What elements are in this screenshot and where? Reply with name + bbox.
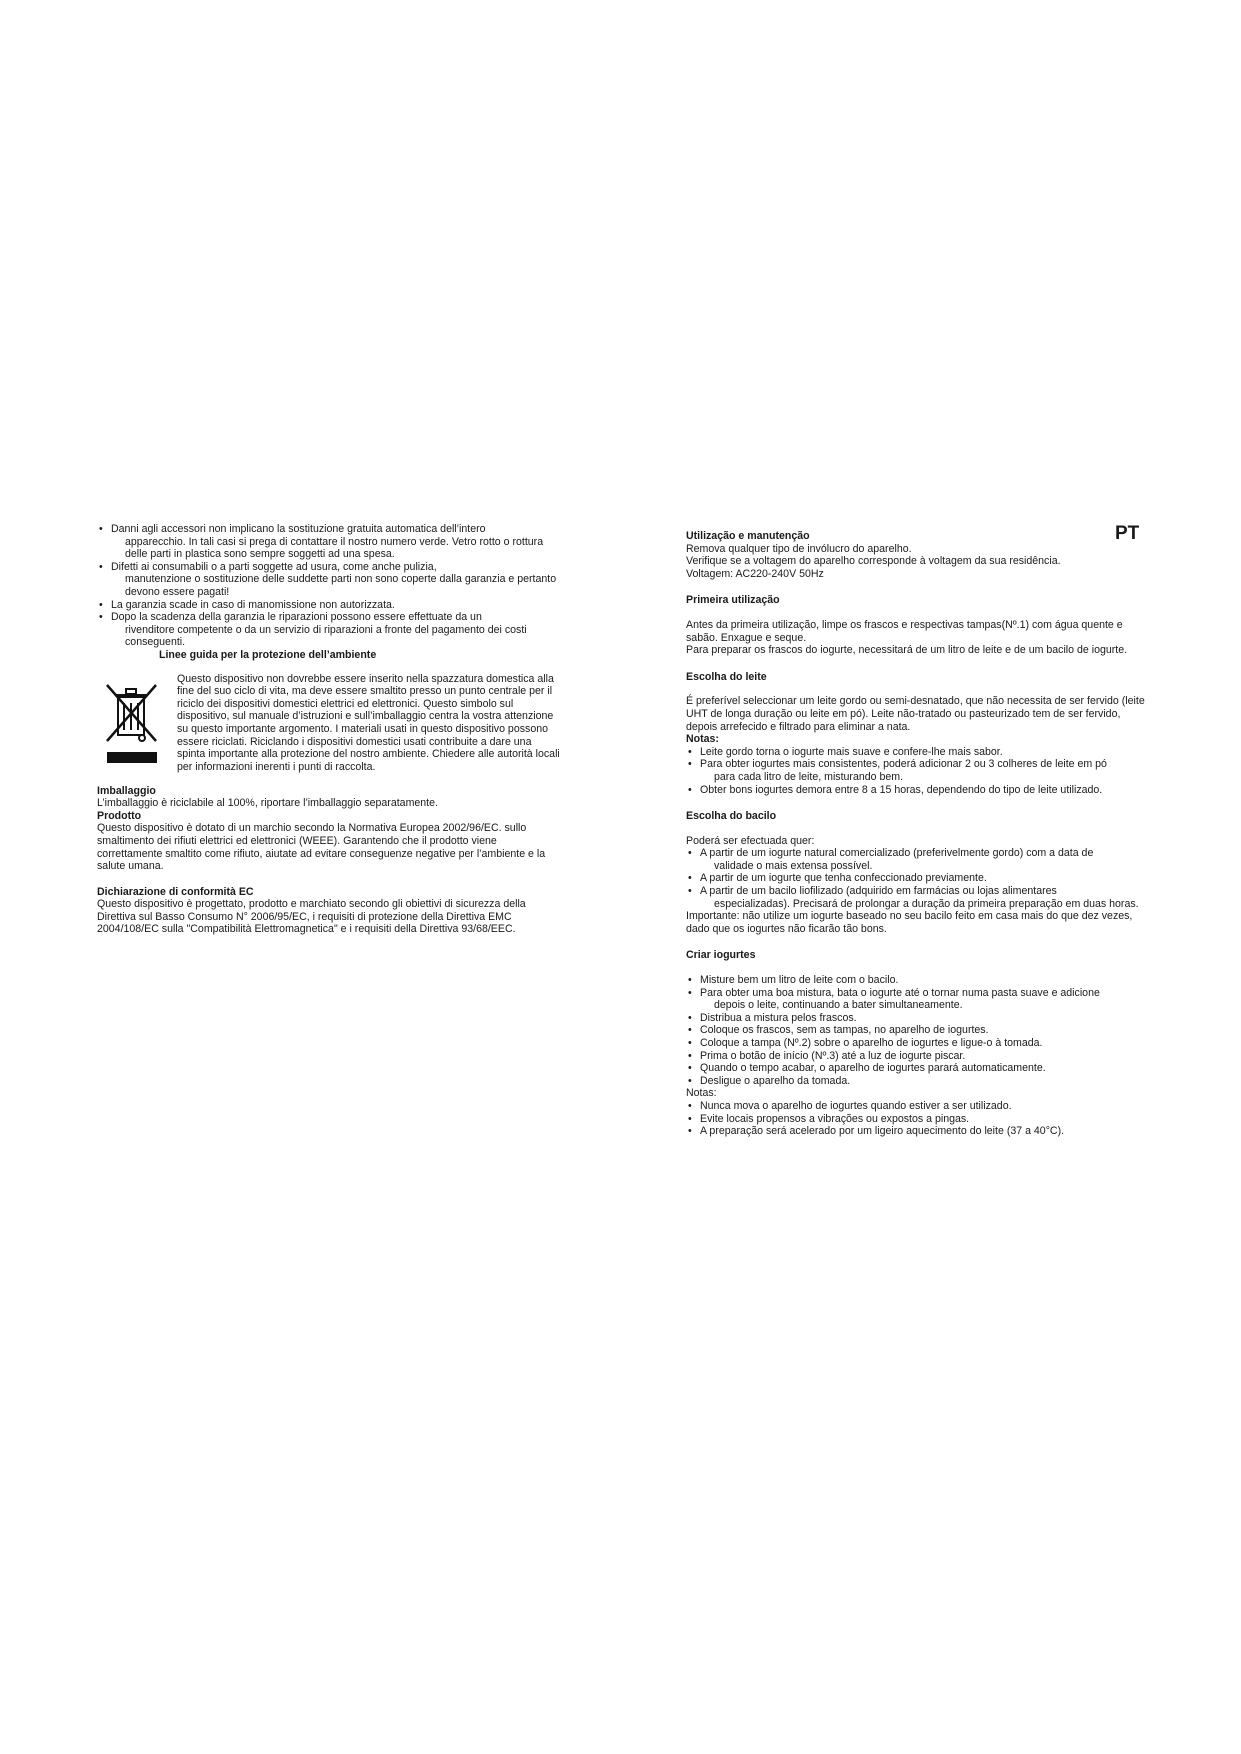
ec-declaration-title: Dichiarazione di conformità EC [97,885,254,898]
list-item: • Evite locais propensos a vibrações ou expostos a pingas. [686,1113,1151,1126]
list-item: • Misture bem um litro de leite com o bacilo. [686,974,1151,987]
usage-line: Voltagem: AC220-240V 50Hz [686,567,824,580]
bacillus-important: Importante: não utilize um iogurte baseado no seu bacilo feito em casa mais do que dez vezes, dado que os iogurtes não ficarão tão bons. [686,910,1133,935]
list-item: • Leite gordo torna o iogurte mais suave e confere-lhe mais sabor. [686,746,1151,759]
list-item: • Desligue o aparelho da tomada. [686,1075,1151,1088]
list-item: • A preparação será acelerado por um ligeiro aquecimento do leite (37 a 40°C). [686,1125,1151,1138]
list-item: • Dopo la scadenza della garanzia le riparazioni possono essere effettuate da un rivenditore competente o da un servizio di riparazioni a fronte del pagamento dei costi conseguenti. [97,611,562,649]
list-item: • Coloque a tampa (Nº.2) sobre o aparelho de iogurtes e ligue-o à tomada. [686,1037,1151,1050]
weee-crossed-bin-icon [104,675,160,767]
usage-title: Utilização e manutenção [686,530,810,542]
list-item: • Quando o tempo acabar, o aparelho de iogurtes parará automaticamente. [686,1062,1151,1075]
list-item: • Para obter uma boa mistura, bata o iogurte até o tornar numa pasta suave e adicione depois o leite, continuando a bater simultaneamente. [686,987,1151,1012]
make-notes-list [686,1100,1151,1138]
warranty-list [97,523,562,649]
bacillus-title: Escolha do bacilo [686,810,777,823]
first-use-title: Primeira utilização [686,594,780,607]
milk-notes-label: Notas: [686,733,719,746]
list-item: • Nunca mova o aparelho de iogurtes quando estiver a ser utilizado. [686,1100,1151,1113]
list-item: • A partir de um iogurte que tenha confeccionado previamente. [686,872,1151,885]
product-text: Questo dispositivo è dotato di un marchio secondo la Normativa Europea 2002/96/EC. sullo smaltimento dei rifiuti elettrici ed elettronici (WEEE). Garantendo che il prodotto viene correttamente smaltito come rifiuto, aiutate ad evitare conseguenze negative per l’ambiente e la salute umana. [97,822,546,873]
make-yogurt-title: Criar iogurtes [686,949,756,962]
env-guidelines-section [97,673,562,783]
env-guidelines-text: Questo dispositivo non dovrebbe essere inserito nella spazzatura domestica alla fine del suo ciclo di vita, ma deve essere smaltito presso un punto centrale per il riciclo dei dispositivi domestici elettrici ed elettronici. Questo simbolo sul dispositivo, sul manuale d’istruzioni e sull’imballaggio centra la vostra attenzione su questo importante argomento. I materiali usati in questo dispositivo possono essere riciclati. Riciclando i dispositivi domestici usati contribuite a dare una spinta importante alla protezione del nostro ambiente. Chiedere alle autorità locali per informazioni inerenti i punti di raccolta. [177,672,560,773]
list-item: • Obter bons iogurtes demora entre 8 a 15 horas, dependendo do tipo de leite utilizado. [686,784,1151,797]
language-tag: PT [1115,523,1140,544]
usage-line: Remova qualquer tipo de invólucro do aparelho. [686,542,912,555]
first-use-text: Para preparar os frascos do iogurte, necessitará de um litro de leite e de um bacilo de iogurte. [686,644,1128,657]
right-column [686,530,1151,1138]
packaging-title: Imballaggio [97,784,156,797]
make-yogurt-list [686,974,1151,1087]
ec-declaration-text: Questo dispositivo è progettato, prodotto e marchiato secondo gli obiettivi di sicurezza della Direttiva sul Basso Consumo N° 2006/95/EC, i requisiti di protezione della Direttiva EMC 2004/108/EC sulla "Compatibilità Elettromagnetica" e i requisiti della Direttiva 93/68/EEC. [97,898,526,936]
usage-line: Verifique se a voltagem do aparelho corresponde à voltagem da sua residência. [686,555,1061,568]
milk-notes-list [686,746,1151,796]
list-item: • Coloque os frascos, sem as tampas, no aparelho de iogurtes. [686,1024,1151,1037]
make-notes-label: Notas: [686,1087,717,1100]
list-item: • A partir de um bacilo liofilizado (adquirido em farmácias ou lojas alimentares especializadas). Precisará de prolongar a duração da primeira preparação em duas horas. [686,885,1151,910]
milk-text: É preferível seleccionar um leite gordo ou semi-desnatado, que não necessita de ser fervido (leite UHT de longa duração ou leite em pó). Leite não-tratado ou pasteurizado tem de ser fervido, depois arrefecido e filtrado para eliminar a nata. [686,695,1145,733]
list-item: • La garanzia scade in caso di manomissione non autorizzata. [97,599,562,612]
list-item: • Prima o botão de início (Nº.3) até a luz de iogurte piscar. [686,1050,1151,1063]
bacillus-list [686,847,1151,910]
first-use-text: Antes da primeira utilização, limpe os frascos e respectivas tampas(Nº.1) com água quente e sabão. Enxague e seque. [686,618,1123,644]
list-item: • Para obter iogurtes mais consistentes, poderá adicionar 2 ou 3 colheres de leite em pó para cada litro de leite, misturando bem. [686,758,1151,783]
product-title: Prodotto [97,809,142,822]
bacillus-intro: Poderá ser efectuada quer: [686,834,815,847]
left-column [97,523,562,936]
env-guidelines-title: Linee guida per la protezione dell’ambiente [159,648,377,661]
list-item: • A partir de um iogurte natural comercializado (preferivelmente gordo) com a data de validade o mais extensa possível. [686,847,1151,872]
list-item: • Danni agli accessori non implicano la sostituzione gratuita automatica dell’intero apparecchio. In tali casi si prega di contattare il nostro numero verde. Vetro rotto o rottura delle parti in plastica sono sempre soggetti ad una spesa. [97,523,562,561]
milk-title: Escolha do leite [686,670,767,683]
list-item: • Difetti ai consumabili o a parti soggette ad usura, come anche pulizia, manutenzione o sostituzione delle suddette parti non sono coperte dalla garanzia e pertanto devono essere pagati! [97,561,562,599]
list-item: • Distribua a mistura pelos frascos. [686,1012,1151,1025]
packaging-text: L’imballaggio è riciclabile al 100%, riportare l’imballaggio separatamente. [97,797,438,810]
